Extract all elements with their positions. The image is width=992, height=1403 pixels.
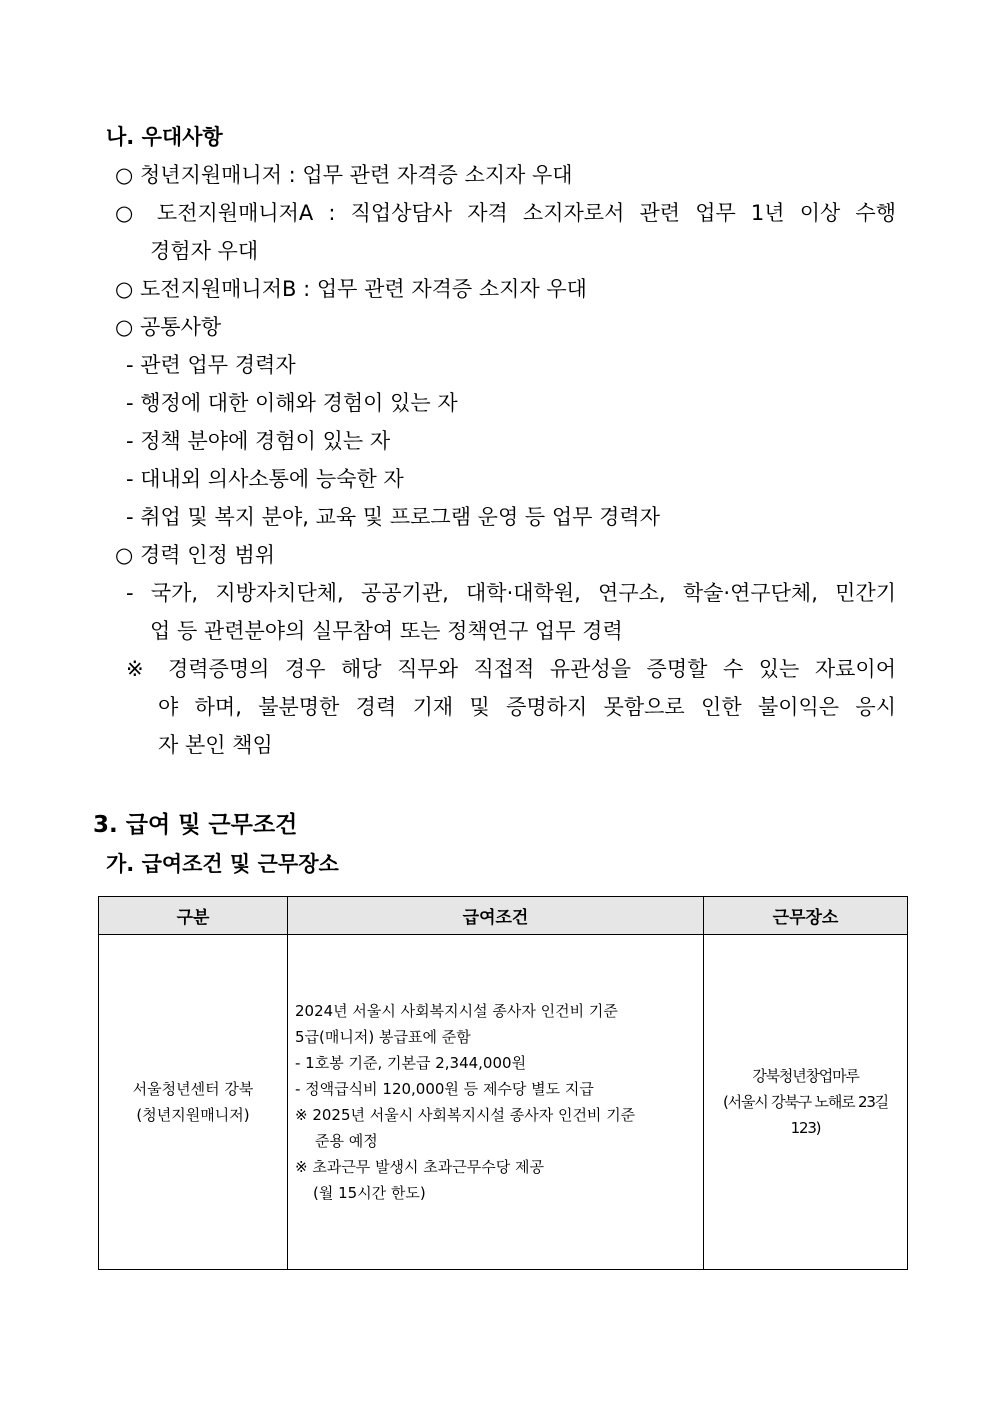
table-row bbox=[99, 935, 908, 1270]
condition-line: 5급(매니저) 봉급표에 준함 bbox=[295, 1028, 471, 1046]
common-item: - 취업 및 복지 분야, 교육 및 프로그램 운영 등 업무 경력자 bbox=[126, 505, 660, 529]
career-scope-item-cont: 업 등 관련분야의 실무참여 또는 정책연구 업무 경력 bbox=[150, 619, 623, 643]
condition-line: 2024년 서울시 사회복지시설 종사자 인건비 기준 bbox=[295, 1002, 618, 1020]
section-title-preferences: 나. 우대사항 bbox=[106, 125, 223, 149]
common-item: - 정책 분야에 경험이 있는 자 bbox=[126, 429, 391, 453]
place-address: (서울시 강북구 노해로 23길 bbox=[723, 1093, 888, 1111]
category-name: 서울청년센터 강북 bbox=[132, 1080, 254, 1098]
place-cell bbox=[704, 935, 908, 1270]
preference-item-youth-manager: ○ 청년지원매니저 : 업무 관련 자격증 소지자 우대 bbox=[115, 163, 573, 187]
preference-item-challenge-manager-a-cont: 경험자 우대 bbox=[150, 239, 259, 263]
condition-line: - 정액급식비 120,000원 등 제수당 별도 지급 bbox=[295, 1080, 594, 1098]
career-note-cont: 자 본인 책임 bbox=[158, 733, 273, 757]
condition-line: ※ 초과근무 발생시 초과근무수당 제공 bbox=[295, 1158, 544, 1176]
header-place: 근무장소 bbox=[704, 897, 908, 935]
section-title-salary-work: 3. 급여 및 근무조건 bbox=[93, 812, 298, 838]
preference-item-common: ○ 공통사항 bbox=[115, 315, 222, 339]
salary-table bbox=[98, 896, 908, 1270]
header-conditions: 급여조건 bbox=[288, 897, 704, 935]
career-scope-item: - 국가, 지방자치단체, 공공기관, 대학·대학원, 연구소, 학술·연구단체, 민간기 bbox=[126, 581, 896, 605]
category-cell bbox=[99, 935, 288, 1270]
condition-line: 준용 예정 bbox=[315, 1132, 378, 1150]
conditions-cell bbox=[288, 935, 704, 1270]
condition-line: (월 15시간 한도) bbox=[313, 1184, 426, 1202]
common-item: - 대내외 의사소통에 능숙한 자 bbox=[126, 467, 404, 491]
preference-item-challenge-manager-b: ○ 도전지원매니저B : 업무 관련 자격증 소지자 우대 bbox=[115, 277, 587, 301]
common-item: - 행정에 대한 이해와 경험이 있는 자 bbox=[126, 391, 458, 415]
condition-line: ※ 2025년 서울시 사회복지시설 종사자 인건비 기준 bbox=[295, 1106, 636, 1124]
subsection-title-salary-place: 가. 급여조건 및 근무장소 bbox=[106, 852, 339, 876]
place-name: 강북청년창업마루 bbox=[752, 1067, 859, 1085]
header-category: 구분 bbox=[99, 897, 288, 935]
career-note: ※ 경력증명의 경우 해당 직무와 직접적 유관성을 증명할 수 있는 자료이어 bbox=[126, 657, 896, 681]
preference-item-career-scope: ○ 경력 인정 범위 bbox=[115, 543, 276, 567]
place-address-cont: 123) bbox=[790, 1119, 821, 1137]
career-note-cont: 야 하며, 불분명한 경력 기재 및 증명하지 못함으로 인한 불이익은 응시 bbox=[158, 695, 896, 719]
table-header-row bbox=[99, 897, 908, 935]
category-role: (청년지원매니저) bbox=[136, 1106, 250, 1124]
preference-item-challenge-manager-a: ○ 도전지원매니저A : 직업상담사 자격 소지자로서 관련 업무 1년 이상 수행 bbox=[115, 201, 896, 225]
common-item: - 관련 업무 경력자 bbox=[126, 353, 296, 377]
condition-line: - 1호봉 기준, 기본급 2,344,000원 bbox=[295, 1054, 527, 1072]
